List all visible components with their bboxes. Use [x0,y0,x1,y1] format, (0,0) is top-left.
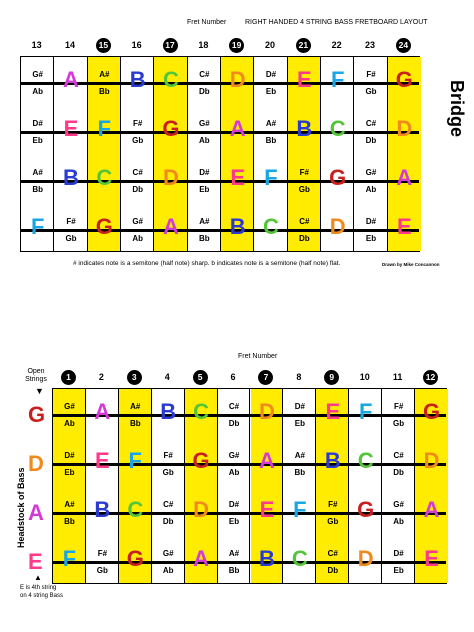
sharp-note: F# [66,217,76,227]
sharp-note: C# [365,119,377,129]
flat-note: Ab [393,517,404,527]
flat-note: Eb [32,136,43,146]
fret-number: 7 [258,370,273,385]
fret-number: 3 [127,370,142,385]
natural-note: F [264,165,278,191]
natural-note: D [259,399,275,425]
fret-number: 2 [98,372,104,382]
flat-note: Bb [198,234,210,244]
flat-note: Db [298,234,310,244]
natural-note: A [63,67,79,93]
natural-note: C [329,116,346,142]
credit: Drawn by Mike Concannon [382,262,440,267]
sharp-note: G# [198,119,210,129]
natural-note: A [229,116,246,142]
sharp-note: G# [64,402,75,412]
natural-note: C [357,448,374,474]
sharp-note: F# [366,70,376,80]
sharp-note: G# [228,451,240,461]
sharp-note: F# [132,119,143,129]
flat-note: Gb [365,87,377,97]
flat-note: Ab [64,419,75,429]
headstock-label: Headstock of Bass [16,467,26,548]
natural-note: E [396,214,412,240]
natural-note: D [229,67,246,93]
flat-note: Ab [365,185,377,195]
flat-note: Gb [298,185,310,195]
flat-note: Ab [132,234,143,244]
sharp-note: G# [365,168,377,178]
flat-note: Eb [199,185,210,195]
fret-number: 12 [423,370,438,385]
natural-note: D [357,546,374,572]
flat-note: Db [162,517,174,527]
natural-note: F [128,448,142,474]
natural-note: D [193,497,210,523]
sharp-note: C# [327,549,338,559]
natural-note: C [291,546,308,572]
flat-note: Bb [265,136,277,146]
sharp-note: F# [299,168,309,178]
bottom-fret-number-label: Fret Number [238,353,278,360]
sharp-note: A# [228,549,240,559]
natural-note: E [296,67,312,93]
natural-note: F [330,67,345,93]
sharp-note: A# [32,168,43,178]
sharp-note: D# [365,217,377,227]
open-string-note: D [28,451,44,476]
natural-note: G [422,399,441,425]
sharp-note: A# [265,119,277,129]
natural-note: C [193,399,210,425]
natural-note: A [423,497,440,523]
sharp-note: F# [328,500,338,510]
fret-number: 11 [392,372,403,382]
flat-note: Eb [64,468,75,478]
natural-note: A [193,546,210,572]
flat-note: Gb [162,468,174,478]
flat-note: Bb [64,517,75,527]
natural-note: D [423,448,440,474]
natural-note: F [62,546,77,572]
fret-number: 24 [396,38,411,53]
natural-note: F [97,116,112,142]
open-string-note: A [28,500,44,525]
natural-note: E [259,497,275,523]
natural-note: C [263,214,279,240]
sharp-note: C# [163,500,174,510]
top-title: RIGHT HANDED 4 STRING BASS FRETBOARD LAYOUT [245,19,428,26]
sharp-note: A# [99,70,110,80]
natural-note: B [129,67,146,93]
sharp-note: C# [393,451,404,461]
flat-note: Gb [96,566,108,576]
sharp-note: G# [162,549,174,559]
fret-number: 4 [164,372,170,382]
fret-number: 21 [296,38,311,53]
sharp-note: D# [32,119,43,129]
natural-note: E [230,165,245,191]
sharp-note: D# [228,500,240,510]
fret-number: 18 [198,40,209,50]
natural-note: C [96,165,113,191]
natural-note: B [229,214,246,240]
natural-note: G [395,67,413,93]
natural-note: D [396,116,413,142]
sharp-note: A# [64,500,75,510]
flat-note: Eb [228,517,240,527]
flat-note: Db [327,566,339,576]
flat-note: Db [393,468,404,478]
flat-note: Ab [32,87,43,97]
fret-number: 23 [364,40,375,50]
flat-note: Gb [327,517,339,527]
open-string-note: E [28,549,43,574]
sharp-note: F# [393,402,404,412]
natural-note: B [63,165,79,191]
natural-note: F [293,497,307,523]
sharp-note: F# [163,451,173,461]
natural-note: G [162,116,180,142]
natural-note: G [192,448,210,474]
flat-note: Bb [294,468,306,478]
sharp-note: D# [265,70,277,80]
flat-note: Db [132,185,143,195]
natural-note: D [163,165,179,191]
fret-number: 10 [359,372,370,382]
natural-note: B [259,546,275,572]
natural-note: C [163,67,179,93]
top-fret-number-label: Fret Number [187,19,227,26]
sharp-note: F# [97,549,108,559]
fret-number: 20 [264,40,275,50]
bridge-label: Bridge [447,80,467,138]
open-string-note: G [28,402,46,427]
fourth-string-arrow-icon: ▲ [34,573,42,582]
sharp-note: C# [228,402,240,412]
sharp-note: D# [64,451,75,461]
fret-number: 15 [96,38,111,53]
natural-note: B [160,399,177,425]
flat-note: Bb [98,87,110,97]
flat-note: Db [228,419,240,429]
sharp-note: C# [299,217,310,227]
fret-number: 16 [131,40,142,50]
natural-note: A [396,165,413,191]
natural-note: A [94,399,111,425]
flat-note: Gb [393,419,405,429]
flat-note: Ab [228,468,240,478]
flat-note: Bb [129,419,141,429]
natural-note: E [325,399,341,425]
fret-number: 22 [331,40,342,50]
flat-note: Gb [132,136,144,146]
flat-note: Db [365,136,377,146]
sharp-note: A# [199,217,210,227]
string-line [21,229,419,232]
fret-number: 8 [296,372,302,382]
flat-note: Gb [65,234,77,244]
natural-note: C [127,497,144,523]
fret-number: 9 [324,370,339,385]
fret-number: 19 [229,38,244,53]
flat-note: Bb [228,566,240,576]
natural-note: B [324,448,341,474]
e-string-note-2: on 4 string Bass [20,593,64,599]
bottom-fretboard [52,388,447,584]
fret-number: 6 [230,372,236,382]
fret-number: 17 [163,38,178,53]
natural-note: B [94,497,111,523]
sharp-note: D# [393,549,404,559]
flat-note: Ab [162,566,174,576]
flat-note: Bb [32,185,43,195]
flat-note: Eb [365,234,377,244]
fret-number: 13 [31,40,42,50]
flat-note: Eb [393,566,404,576]
sharp-note: A# [130,402,141,412]
e-string-note: E is 4th string [20,585,57,591]
sharp-note: C# [199,70,210,80]
open-strings-label: Open Strings [25,368,47,383]
natural-note: E [424,546,439,572]
sharp-note: D# [294,402,305,412]
string-line [53,561,446,564]
natural-note: G [126,546,144,572]
natural-note: F [30,214,45,240]
sharp-note: G# [132,217,143,227]
top-fretboard [20,56,420,252]
sharp-note: G# [393,500,404,510]
flat-note: Ab [198,136,210,146]
fret-number: 1 [61,370,76,385]
natural-note: F [358,399,373,425]
sharp-note: A# [294,451,305,461]
natural-note: E [95,448,110,474]
natural-note: G [95,214,113,240]
flat-note: Eb [265,87,277,97]
natural-note: G [357,497,375,523]
natural-note: D [329,214,346,240]
sharp-note: G# [32,70,43,80]
natural-note: A [259,448,275,474]
natural-note: E [63,116,79,142]
sharp-note: C# [132,168,143,178]
flat-note: Eb [294,419,305,429]
top-footnote: # indicates note is a semitone (half note) sharp. b indicates note is a semitone (half note) flat. [73,260,341,267]
fret-number: 14 [64,40,75,50]
open-strings-arrow-icon: ▼ [35,386,44,396]
fret-number: 5 [193,370,208,385]
natural-note: G [329,165,347,191]
sharp-note: D# [199,168,210,178]
flat-note: Db [198,87,210,97]
natural-note: B [296,116,313,142]
natural-note: A [163,214,179,240]
